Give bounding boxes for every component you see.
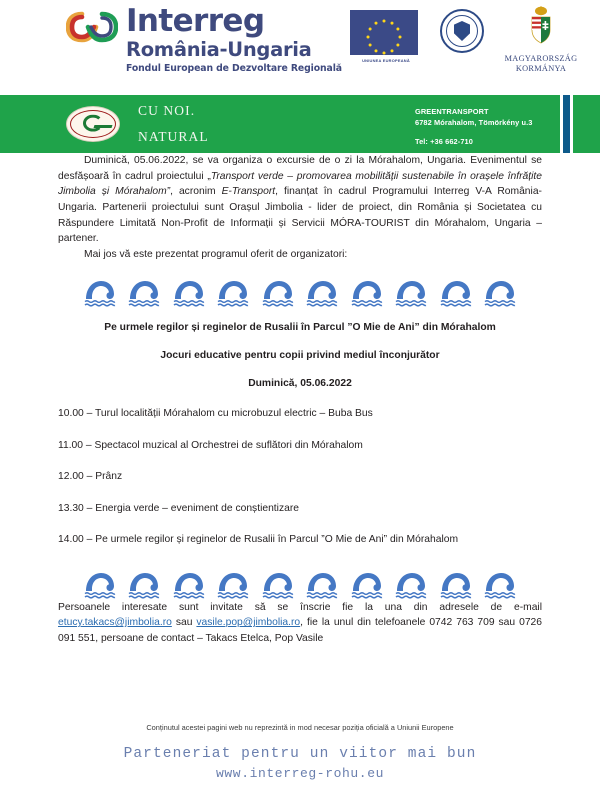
project-title-italic: Transport verde – promovarea mobilității sustenabile în orașele înfrățite Jimbolia și Mórahalom” [58, 170, 542, 198]
list-item: 14.00 – Pe urmele regilor și reginelor de Rusalii în Parcul ”O Mie de Ani” din Mórahalom [58, 534, 459, 546]
banner-stripe-blue [563, 95, 570, 153]
contact-paragraph [58, 600, 542, 647]
contact-seg-2: sau [171, 617, 197, 629]
header-logo-strip [0, 0, 600, 95]
program-intro-paragraph: Mai jos vă este prezentat programul oferit de organizatori: [84, 248, 348, 260]
wave-icon [351, 278, 383, 308]
wave-icon [306, 278, 338, 308]
interreg-tagline: Fondul European de Dezvoltare Regională [126, 63, 342, 75]
banner-gap-right [570, 95, 573, 153]
greentransport-oval-logo-icon [66, 106, 120, 142]
wave-icon [306, 570, 338, 600]
wave-icon [440, 570, 472, 600]
greentransport-banner [0, 95, 600, 153]
banner-slogan [138, 98, 209, 151]
headline-primary: Pe urmele regilor și reginelor de Rusalii în Parcul ”O Mie de Ani” din Mórahalom [104, 322, 496, 334]
acronym-italic: E-Transport [221, 186, 276, 198]
intro-seg-2: , acronim [170, 186, 222, 198]
wave-divider-top [84, 278, 516, 308]
logo-g-shape [83, 115, 103, 132]
headline-date: Duminică, 05.06.2022 [248, 378, 352, 390]
interreg-subtitle: România-Ungaria [126, 37, 312, 61]
logo-swoosh [94, 125, 113, 128]
romania-government-seal-icon [440, 9, 484, 53]
banner-slogan-line2: NATURAL [138, 129, 209, 144]
banner-slogan-line1: CU NOI. [138, 102, 196, 118]
wave-icon [173, 278, 205, 308]
romania-shield-icon [454, 21, 470, 41]
hungary-caption-line1: MAGYARORSZÁG [504, 54, 578, 63]
banner-address: 6782 Mórahalom, Tömörkény u.3 [415, 118, 533, 128]
wave-divider-bottom [84, 570, 516, 600]
list-item: 11.00 – Spectacol muzical al Orchestrei de suflători din Mórahalom [58, 439, 363, 451]
page-footer [0, 723, 600, 784]
email-link-etucy[interactable]: etucy.takacs@jimbolia.ro [58, 617, 172, 629]
romania-government-logo [434, 9, 490, 53]
hungary-coat-of-arms-icon [528, 33, 554, 50]
banner-phone: Tel: +36 662-710 [415, 136, 473, 146]
hungary-caption-line2: KORMÁNYA [515, 64, 567, 74]
wave-icon [217, 278, 249, 308]
contact-seg-1: Persoanele interesate sunt invitate să se înscrie fie la una din adresele de e-mail [58, 601, 542, 613]
hungary-government-logo [495, 6, 587, 75]
wave-icon [484, 278, 516, 308]
footer-slogan: Parteneriat pentru un viitor mai bun [123, 746, 477, 763]
wave-icon [84, 570, 116, 600]
wave-icon [128, 570, 160, 600]
wave-icon [173, 570, 205, 600]
banner-company-name: GREENTRANSPORT [415, 107, 489, 116]
headline-secondary: Jocuri educative pentru copii privind mediul înconjurător [160, 350, 440, 362]
wave-icon [440, 278, 472, 308]
document-body [0, 153, 600, 646]
schedule-list [58, 407, 542, 547]
eu-logo [350, 10, 422, 63]
footer-url[interactable]: www.interreg-rohu.eu [215, 766, 385, 782]
hungary-caption [495, 54, 587, 75]
intro-paragraph [58, 153, 542, 247]
wave-icon [484, 570, 516, 600]
email-link-vasile[interactable]: vasile.pop@jimbolia.ro [196, 617, 301, 629]
wave-icon [217, 570, 249, 600]
wave-icon [128, 278, 160, 308]
wave-icon [395, 278, 427, 308]
eu-caption: UNIUNEA EUROPEANĂ [362, 58, 410, 63]
wave-icon [262, 570, 294, 600]
banner-contact-block [415, 106, 533, 147]
intro-seg-3: , finanțat în cadrul Programului Interreg V-A România-Ungaria. Partenerii proiectului sunt Orașul Jimbolia - lider de proiect, din România și Societatea cu Răspundere Limitată Non-Profit de Informații și Servicii MÓRA-TOURIST din Mórahalom, Ungaria – partener. [58, 186, 542, 245]
intro-seg-1: Duminică, 05.06.2022, se va organiza o excursie de o zi la Mórahalom, Ungaria. Evenimentul se desfășoară în cadrul proiectului „ [58, 155, 542, 182]
list-item: 10.00 – Turul localității Mórahalom cu microbuzul electric – Buba Bus [58, 408, 373, 420]
wave-icon [84, 278, 116, 308]
eu-flag-icon [350, 10, 418, 55]
wave-icon [351, 570, 383, 600]
wave-icon [395, 570, 427, 600]
interreg-title: Interreg [126, 3, 265, 39]
interreg-infinity-icon [66, 10, 118, 44]
wave-icon [262, 278, 294, 308]
footer-disclaimer: Conținutul acestei pagini web nu reprezintă in mod necesar poziția oficială a Uniunii Europene [146, 723, 454, 733]
list-item: 13.30 – Energia verde – eveniment de conștientizare [58, 502, 299, 514]
contact-seg-3: , fie la unul din telefoanele 0742 763 709 sau 0726 091 551, persoane de contact – Takacs Etelca, Pop Vasile [58, 617, 543, 644]
interreg-logo [66, 3, 342, 75]
list-item: 12.00 – Prânz [58, 471, 123, 483]
